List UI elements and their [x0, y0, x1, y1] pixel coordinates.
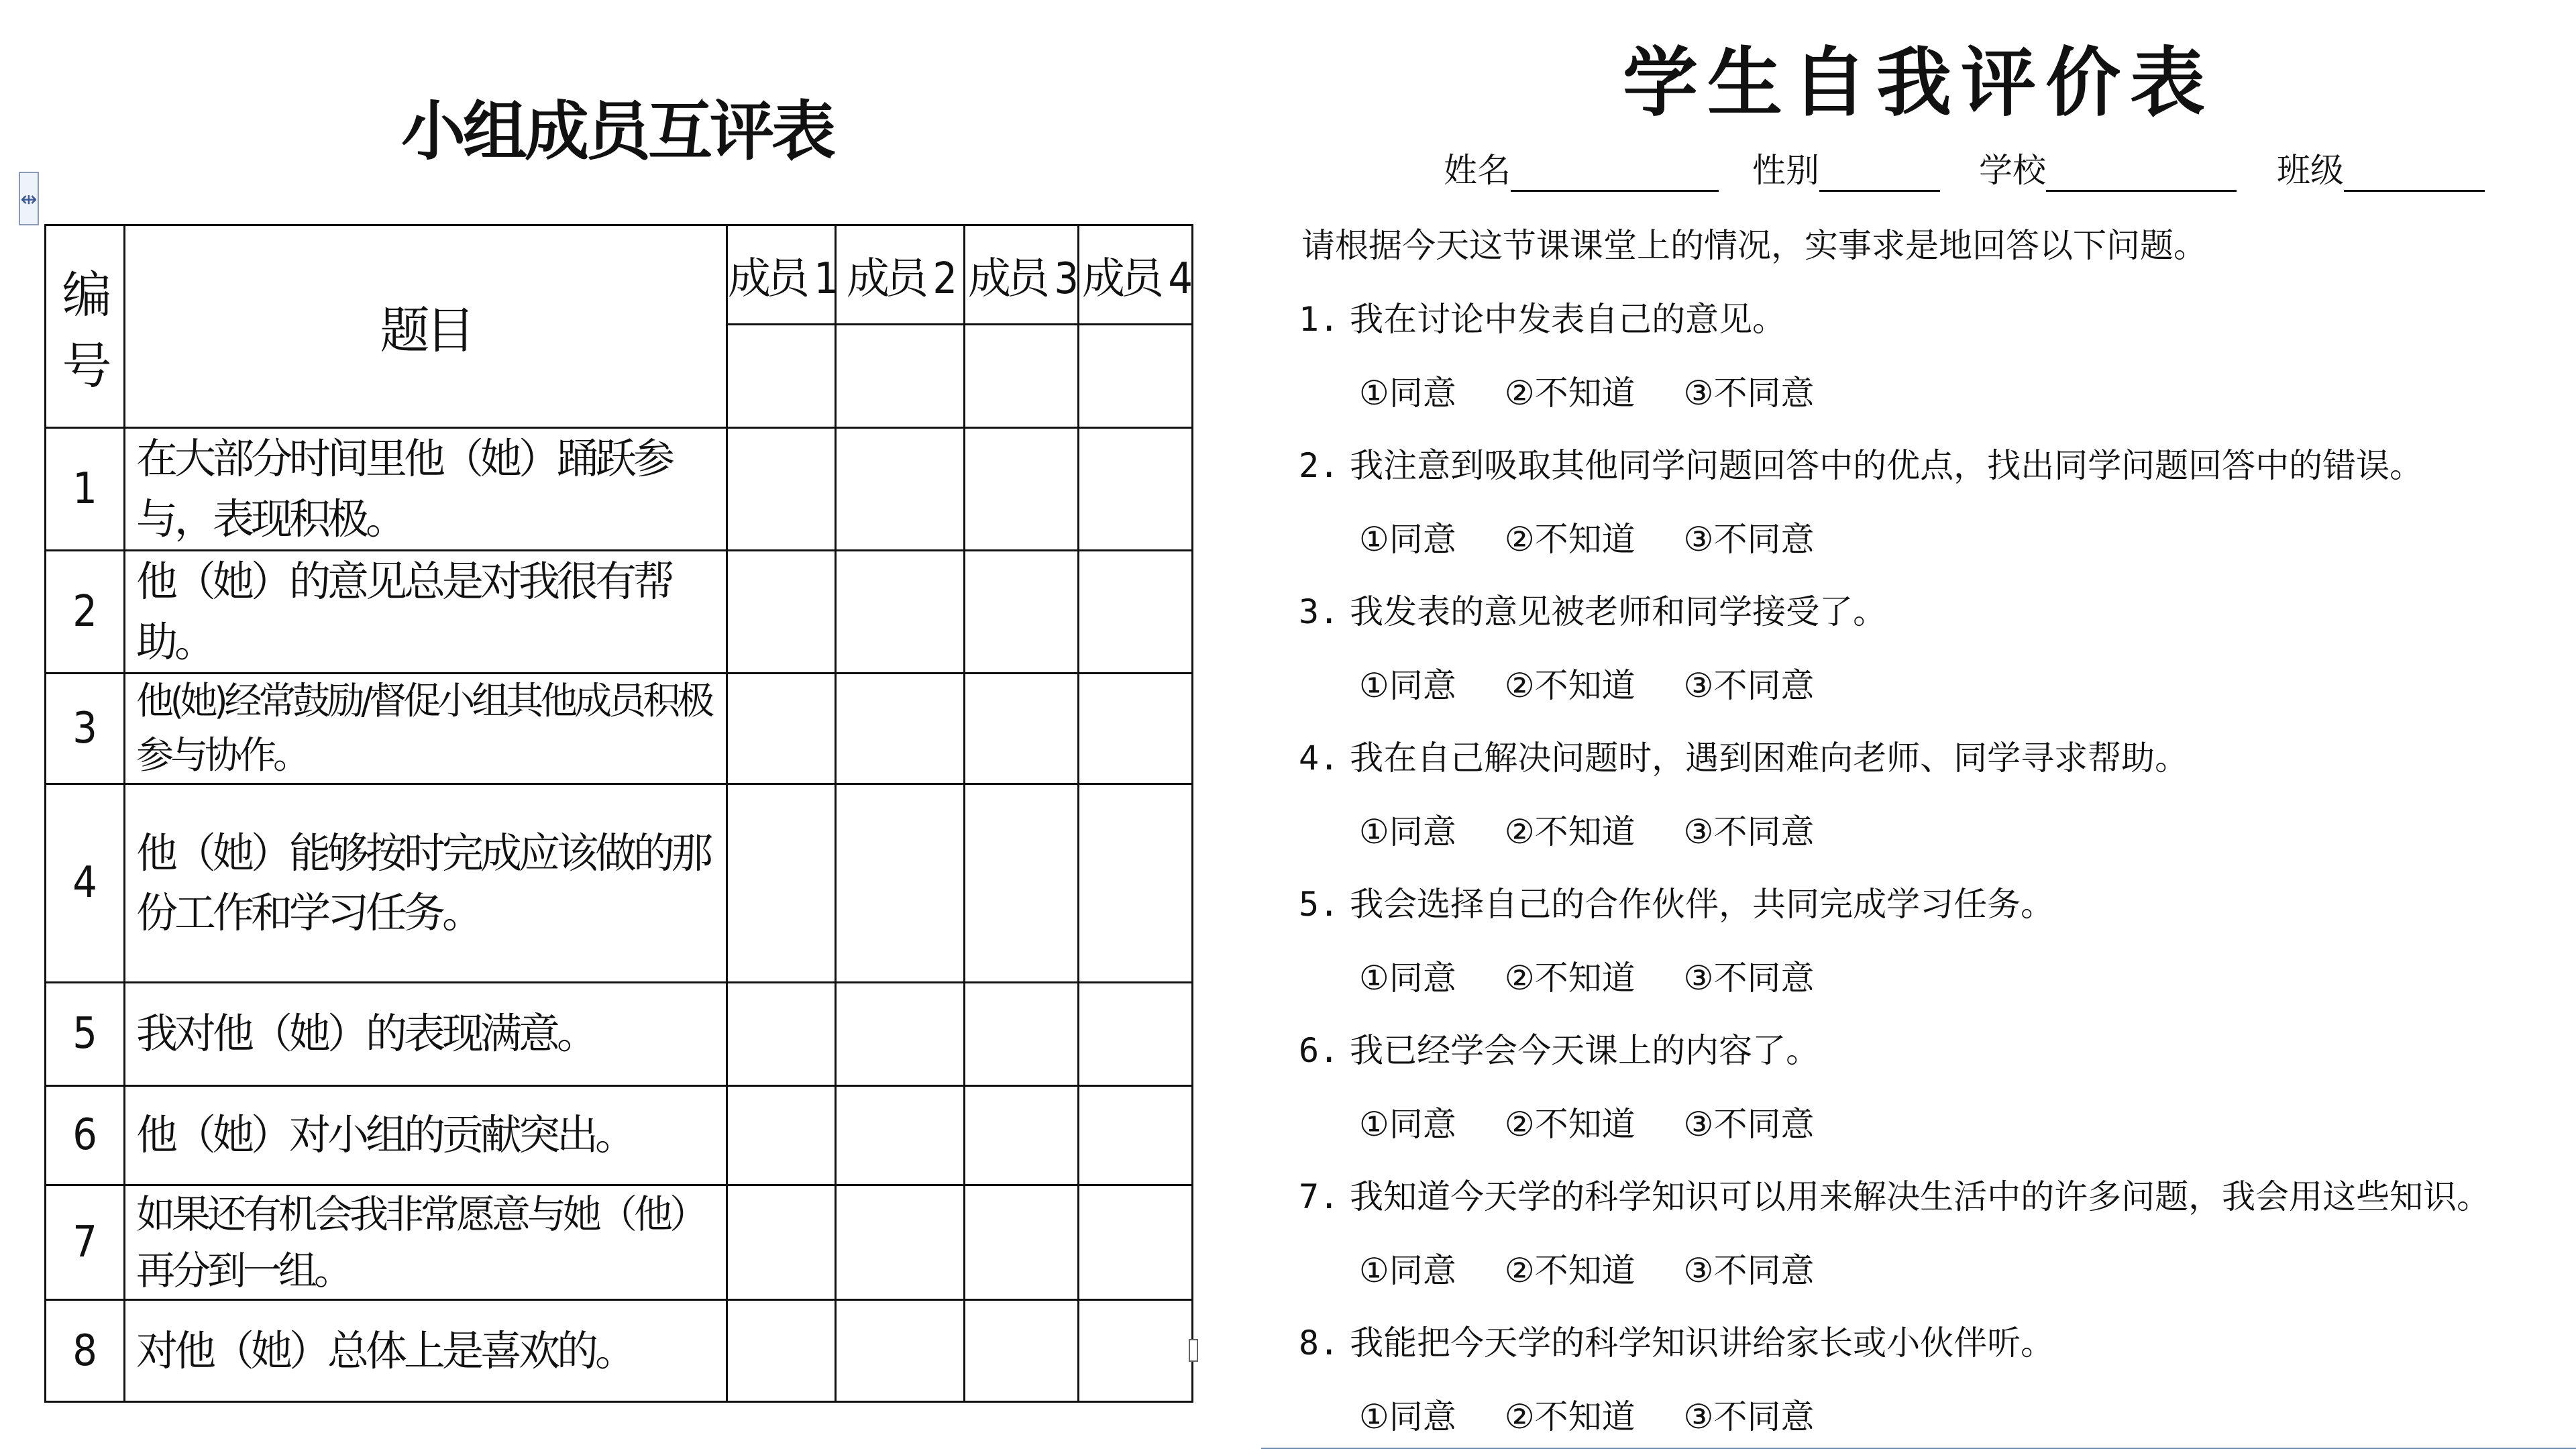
name-field	[1444, 144, 1719, 192]
name-blank[interactable]	[1511, 154, 1719, 192]
question-number: 6.	[1299, 1031, 1340, 1070]
score-cell[interactable]	[836, 1185, 965, 1299]
answer-options	[1359, 513, 1862, 561]
question-text: 我注意到吸取其他同学问题回答中的优点，找出同学问题回答中的错误。	[1350, 446, 2424, 485]
answer-options	[1359, 366, 1862, 415]
score-cell[interactable]	[727, 982, 836, 1085]
row-question: 在大部分时间里他（她）踊跃参与，表现积极。	[125, 428, 727, 551]
option-unsure[interactable]: ②不知道	[1504, 666, 1635, 705]
score-cell[interactable]	[1079, 325, 1193, 428]
row-question: 他（她）对小组的贡献突出。	[125, 1085, 727, 1185]
table-move-handle-icon[interactable]: ⇹	[19, 172, 39, 225]
option-agree[interactable]: ①同意	[1359, 1251, 1456, 1290]
peer-evaluation-table	[44, 224, 1193, 1403]
school-blank[interactable]	[2046, 154, 2237, 192]
row-number: 2	[46, 550, 125, 673]
row-question: 我对他（她）的表现满意。	[125, 982, 727, 1085]
score-cell[interactable]	[1079, 550, 1193, 673]
table-row	[46, 1300, 1193, 1402]
question-item	[1299, 1024, 1819, 1072]
answer-options	[1359, 951, 1862, 1000]
score-cell[interactable]	[1079, 673, 1193, 784]
score-cell[interactable]	[965, 1300, 1079, 1402]
question-item	[1299, 585, 1886, 633]
option-unsure[interactable]: ②不知道	[1504, 1397, 1635, 1436]
header-member-3: 成员 3	[965, 225, 1079, 325]
question-number: 2.	[1299, 446, 1340, 485]
question-number: 1.	[1299, 300, 1340, 339]
gender-label: 性别	[1752, 151, 1819, 190]
row-number: 5	[46, 982, 125, 1085]
score-cell[interactable]	[965, 550, 1079, 673]
question-text: 我会选择自己的合作伙伴，共同完成学习任务。	[1350, 885, 2055, 924]
score-cell[interactable]	[836, 673, 965, 784]
header-member-2: 成员 2	[836, 225, 965, 325]
table-row	[46, 1085, 1193, 1185]
school-field	[1979, 144, 2237, 192]
answer-options	[1359, 1097, 1862, 1146]
row-question: 如果还有机会我非常愿意与她（他）再分到一组。	[125, 1185, 727, 1299]
option-agree[interactable]: ①同意	[1359, 1105, 1456, 1144]
option-unsure[interactable]: ②不知道	[1504, 1251, 1635, 1290]
option-unsure[interactable]: ②不知道	[1504, 812, 1635, 851]
peer-evaluation-panel	[0, 0, 1248, 1449]
score-cell[interactable]	[1079, 1300, 1193, 1402]
question-text: 我能把今天学的科学知识讲给家长或小伙伴听。	[1350, 1324, 2055, 1362]
question-text: 我在自己解决问题时，遇到困难向老师、同学寻求帮助。	[1350, 739, 2189, 777]
question-number: 4.	[1299, 739, 1340, 777]
table-row	[46, 428, 1193, 551]
option-disagree[interactable]: ③不同意	[1683, 1105, 1815, 1144]
option-disagree[interactable]: ③不同意	[1683, 374, 1815, 413]
option-disagree[interactable]: ③不同意	[1683, 959, 1815, 998]
question-text: 我发表的意见被老师和同学接受了。	[1350, 592, 1887, 631]
option-unsure[interactable]: ②不知道	[1504, 1105, 1635, 1144]
score-cell[interactable]	[727, 673, 836, 784]
score-cell[interactable]	[965, 982, 1079, 1085]
school-label: 学校	[1979, 151, 2046, 190]
score-cell[interactable]	[965, 1085, 1079, 1185]
question-number: 7.	[1299, 1177, 1340, 1216]
table-resize-handle[interactable]	[1189, 1339, 1198, 1362]
question-text: 我已经学会今天课上的内容了。	[1350, 1031, 1820, 1070]
score-cell[interactable]	[836, 784, 965, 982]
score-cell[interactable]	[727, 325, 836, 428]
question-text: 我知道今天学的科学知识可以用来解决生活中的许多问题，我会用这些知识。	[1350, 1177, 2491, 1216]
score-cell[interactable]	[727, 428, 836, 551]
table-row	[46, 982, 1193, 1085]
option-unsure[interactable]: ②不知道	[1504, 520, 1635, 559]
option-agree[interactable]: ①同意	[1359, 520, 1456, 559]
score-cell[interactable]	[965, 673, 1079, 784]
score-cell[interactable]	[836, 550, 965, 673]
class-blank[interactable]	[2344, 154, 2485, 192]
question-item	[1299, 292, 1786, 341]
score-cell[interactable]	[965, 784, 1079, 982]
table-row	[46, 784, 1193, 982]
option-unsure[interactable]: ②不知道	[1504, 374, 1635, 413]
option-agree[interactable]: ①同意	[1359, 812, 1456, 851]
option-agree[interactable]: ①同意	[1359, 959, 1456, 998]
table-row	[46, 673, 1193, 784]
score-cell[interactable]	[965, 1185, 1079, 1299]
option-disagree[interactable]: ③不同意	[1683, 520, 1815, 559]
name-label: 姓名	[1444, 151, 1511, 190]
score-cell[interactable]	[1079, 428, 1193, 551]
option-disagree[interactable]: ③不同意	[1683, 1251, 1815, 1290]
option-agree[interactable]: ①同意	[1359, 666, 1456, 705]
question-item	[1299, 1316, 2054, 1364]
question-number: 3.	[1299, 592, 1340, 631]
question-item	[1299, 1170, 2490, 1218]
row-number: 4	[46, 784, 125, 982]
self-form-title: 学生自我评价表	[1623, 39, 2214, 127]
row-number: 3	[46, 673, 125, 784]
peer-form-title: 小组成员互评表	[401, 94, 833, 169]
score-cell[interactable]	[836, 325, 965, 428]
option-agree[interactable]: ①同意	[1359, 374, 1456, 413]
answer-options	[1359, 659, 1862, 707]
score-cell[interactable]	[1079, 1185, 1193, 1299]
row-question: 对他（她）总体上是喜欢的。	[125, 1300, 727, 1402]
question-item	[1299, 877, 2054, 926]
score-cell[interactable]	[727, 1185, 836, 1299]
question-text: 我在讨论中发表自己的意见。	[1350, 300, 1786, 339]
row-question: 他（她）能够按时完成应该做的那份工作和学习任务。	[125, 784, 727, 982]
score-cell[interactable]	[965, 325, 1079, 428]
gender-blank[interactable]	[1819, 154, 1940, 192]
class-field	[2277, 144, 2485, 192]
score-cell[interactable]	[1079, 784, 1193, 982]
option-agree[interactable]: ①同意	[1359, 1397, 1456, 1436]
header-number: 编号	[46, 225, 125, 428]
row-number: 8	[46, 1300, 125, 1402]
class-label: 班级	[2277, 151, 2344, 190]
gender-field	[1752, 144, 1940, 192]
option-unsure[interactable]: ②不知道	[1504, 959, 1635, 998]
score-cell[interactable]	[1079, 982, 1193, 1085]
score-cell[interactable]	[836, 1085, 965, 1185]
score-cell[interactable]	[836, 982, 965, 1085]
option-disagree[interactable]: ③不同意	[1683, 666, 1815, 705]
score-cell[interactable]	[727, 784, 836, 982]
answer-options	[1359, 1390, 1862, 1438]
score-cell[interactable]	[836, 428, 965, 551]
header-member-4: 成员 4	[1079, 225, 1193, 325]
answer-options	[1359, 805, 1862, 853]
question-number: 5.	[1299, 885, 1340, 924]
table-row	[46, 550, 1193, 673]
score-cell[interactable]	[965, 428, 1079, 551]
row-question: 他（她）的意见总是对我很有帮助。	[125, 550, 727, 673]
question-item	[1299, 439, 2423, 487]
row-question: 他(她)经常鼓励/督促小组其他成员积极参与协作。	[125, 673, 727, 784]
instruction-text: 请根据今天这节课课堂上的情况，实事求是地回答以下问题。	[1301, 226, 2207, 265]
header-topic: 题目	[125, 225, 727, 428]
header-member-1: 成员 1	[727, 225, 836, 325]
score-cell[interactable]	[1079, 1085, 1193, 1185]
row-number: 7	[46, 1185, 125, 1299]
row-number: 1	[46, 428, 125, 551]
score-cell[interactable]	[836, 1300, 965, 1402]
row-number: 6	[46, 1085, 125, 1185]
question-item	[1299, 731, 2188, 780]
table-row	[46, 1185, 1193, 1299]
self-evaluation-panel	[1261, 0, 2576, 1449]
score-cell[interactable]	[727, 550, 836, 673]
score-cell[interactable]	[727, 1085, 836, 1185]
option-disagree[interactable]: ③不同意	[1683, 812, 1815, 851]
answer-options	[1359, 1244, 1862, 1292]
question-number: 8.	[1299, 1324, 1340, 1362]
score-cell[interactable]	[727, 1300, 836, 1402]
option-disagree[interactable]: ③不同意	[1683, 1397, 1815, 1436]
